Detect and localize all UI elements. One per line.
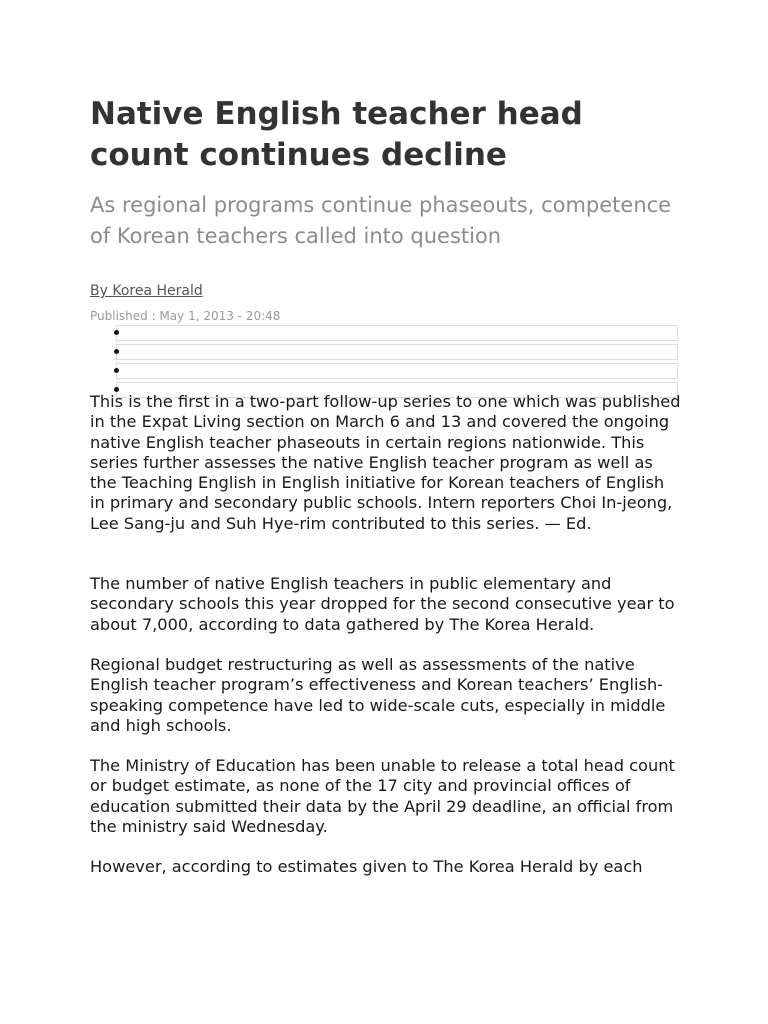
editor-note-paragraph: This is the first in a two-part follow-up series to one which was published in the Expat Living section on March 6 and 13 and covered the ongoing native English teacher phaseouts in certain regions nationwide. This series further assesses the native English teacher program as well as the Teaching English in English initiative for Korean teachers of English in primary and secondary public schools. Intern reporters Choi In-jeong, Lee Sang-ju and Suh Hye-rim contributed to this series. — Ed. <box>90 392 681 533</box>
published-date: Published : May 1, 2013 - 20:48 <box>90 309 281 323</box>
share-item-2[interactable] <box>116 344 678 360</box>
body-paragraph: The Ministry of Education has been unable to release a total head count or budget estimate, as none of the 17 city and provincial offices of education submitted their data by the April 29 deadline, an official from the ministry said Wednesday. <box>90 756 675 837</box>
body-paragraph: However, according to estimates given to The Korea Herald by each <box>90 857 643 877</box>
bullet-icon <box>114 368 119 373</box>
byline-link[interactable]: By Korea Herald <box>90 283 203 299</box>
share-list <box>116 325 678 401</box>
bullet-icon <box>114 330 119 335</box>
headline: Native English teacher head count continues decline <box>90 96 583 173</box>
subheadline: As regional programs continue phaseouts, competence of Korean teachers called into question <box>90 193 672 248</box>
article-body <box>90 392 682 878</box>
body-paragraph: Regional budget restructuring as well as assessments of the native English teacher program’s effectiveness and Korean teachers’ English-speaking competence have led to wide-scale cuts, especially in middle and high schools. <box>90 654 666 735</box>
share-item-1[interactable] <box>116 325 678 341</box>
share-item-3[interactable] <box>116 363 678 379</box>
bullet-icon <box>114 349 119 354</box>
body-paragraph: The number of native English teachers in public elementary and secondary schools this year dropped for the second consecutive year to about 7,000, according to data gathered by The Korea Herald. <box>90 574 675 634</box>
